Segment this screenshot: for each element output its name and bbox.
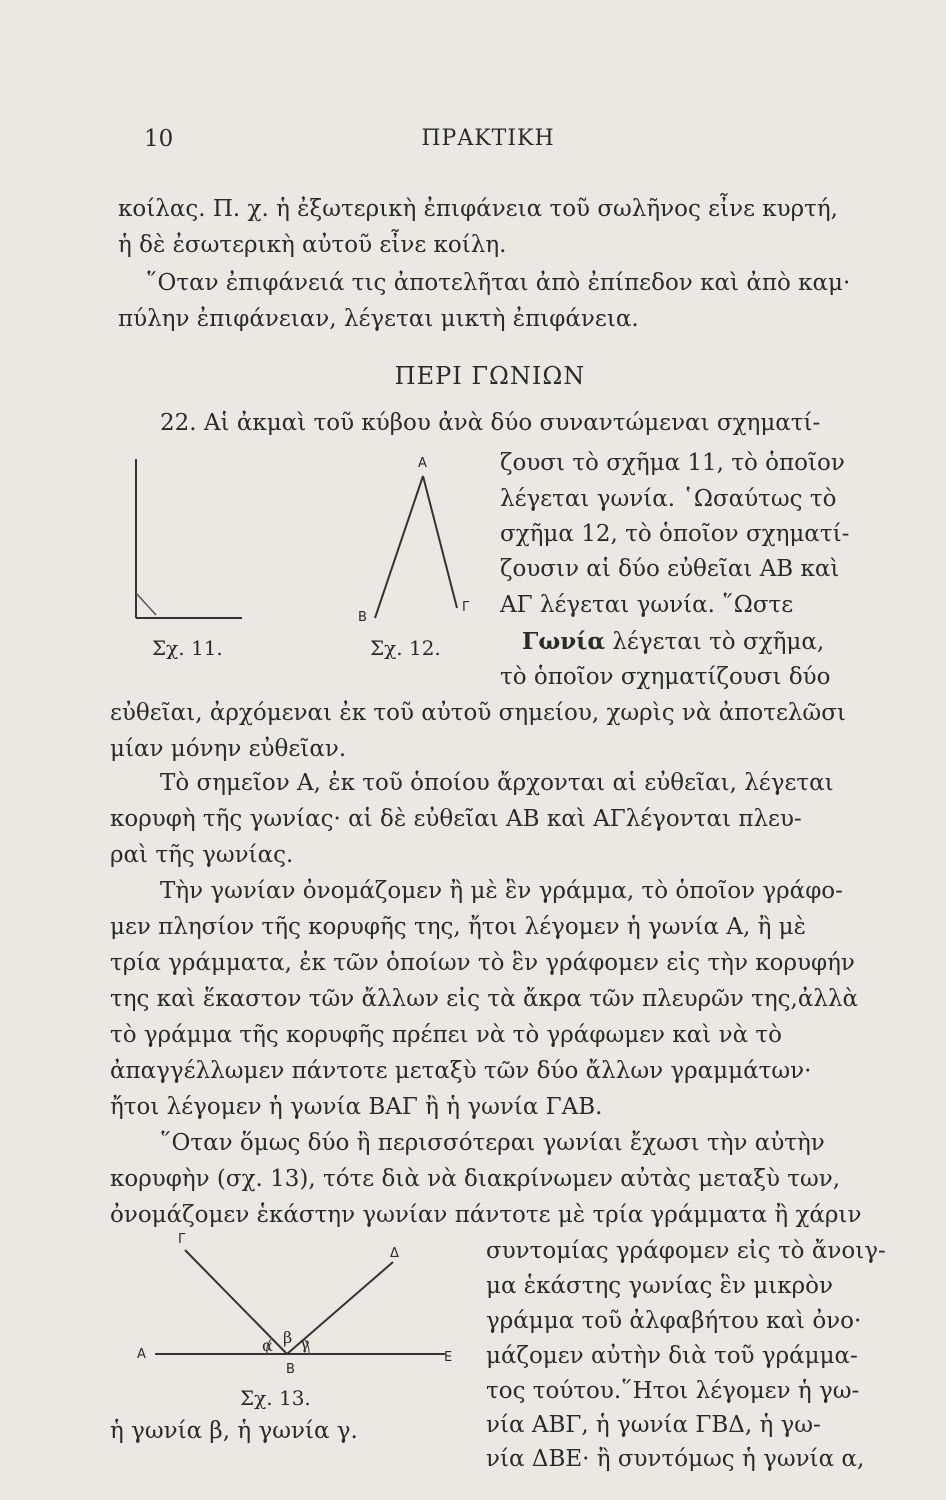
figure-11-angle: [130, 455, 250, 625]
text-line: τὸ γράμμα τῆς κορυφῆς πρέπει νὰ τὸ γράφωμεν καὶ νὰ τὸ: [110, 1022, 782, 1048]
fig13-label-beta: β: [283, 1328, 293, 1347]
text-line: τος τούτου.῞Ητοι λέγομεν ἡ γω-: [486, 1378, 860, 1404]
text-line: κορυφὴ τῆς γωνίας· αἱ δὲ εὐθεῖαι ΑΒ καὶ ΑΓλέγονται πλευ-: [110, 806, 802, 832]
text-line: γράμμα τοῦ ἀλφαβήτου καὶ ὀνο·: [486, 1308, 862, 1334]
text-line: εὐθεῖαι, ἀρχόμεναι ἐκ τοῦ αὐτοῦ σημείου, χωρὶς νὰ ἀποτελῶσι: [110, 700, 846, 726]
text-line: της καὶ ἕκαστον τῶν ἄλλων εἰς τὰ ἄκρα τῶν πλευρῶν της,ἀλλὰ: [110, 986, 859, 1012]
text-line: κορυφὴν (σχ. 13), τότε διὰ νὰ διακρίνωμεν αὐτὰς μεταξὺ των,: [110, 1166, 841, 1192]
text-line: ὀνομάζομεν ἑκάστην γωνίαν πάντοτε μὲ τρία γράμματα ἢ χάριν: [110, 1202, 862, 1228]
text-line: ἤτοι λέγομεν ἡ γωνία ΒΑΓ ἢ ἡ γωνία ΓΑΒ.: [110, 1094, 603, 1120]
fig13-label-G: Γ: [178, 1232, 186, 1247]
text-line: ῞Οταν ἐπιφάνειά τις ἀποτελῆται ἀπὸ ἐπίπεδον καὶ ἀπὸ καμ·: [146, 270, 851, 296]
fig12-label-B: Β: [358, 610, 367, 625]
figure-13-angles: [145, 1232, 465, 1382]
text-line: ῞Οταν ὅμως δύο ἢ περισσότεραι γωνίαι ἔχωσι τὴν αὐτὴν: [160, 1130, 825, 1156]
definition-line: [522, 630, 824, 654]
text-line: ραὶ τῆς γωνίας.: [110, 842, 294, 868]
text-line: ἡ γωνία β, ἡ γωνία γ.: [110, 1418, 358, 1444]
section-title: ΠΕΡΙ ΓΩΝΙΩΝ: [394, 362, 586, 390]
text-line: μεν πλησίον τῆς κορυφῆς της, ἤτοι λέγομεν ἡ γωνία Α, ἢ μὲ: [110, 914, 806, 940]
text-line: ἀπαγγέλλωμεν πάντοτε μεταξὺ τῶν δύο ἄλλων γραμμάτων·: [110, 1058, 812, 1084]
text-line: σχῆμα 12, τὸ ὁποῖον σχηματί-: [500, 521, 850, 547]
fig12-side-AG: [423, 476, 457, 608]
fig12-label-A: Α: [418, 456, 427, 471]
fig12-side-AB: [375, 476, 423, 618]
figure-12-caption: Σχ. 12.: [370, 636, 441, 660]
figure-11-caption: Σχ. 11.: [152, 636, 223, 660]
fig12-label-G: Γ: [462, 600, 470, 615]
definition-text: λέγεται τὸ σχῆμα,: [612, 629, 825, 655]
text-line: κοίλας. Π. χ. ἡ ἐξωτερικὴ ἐπιφάνεια τοῦ σωλῆνος εἶνε κυρτή,: [118, 196, 838, 222]
text-line: νία ΑΒΓ, ἡ γωνία ΓΒΔ, ἡ γω-: [486, 1412, 821, 1438]
fig13-label-D: Δ: [390, 1246, 399, 1261]
text-line: νία ΔΒΕ· ἢ συντόμως ἡ γωνία α,: [486, 1446, 865, 1472]
text-line: ζουσι τὸ σχῆμα 11, τὸ ὁποῖον: [500, 450, 845, 476]
running-head: ΠΡΑΚΤΙΚΗ: [421, 126, 555, 151]
figure-12-angle: [355, 470, 465, 630]
fig13-label-A: Α: [137, 1347, 146, 1362]
text-line: πύλην ἐπιφάνειαν, λέγεται μικτὴ ἐπιφάνεια.: [118, 306, 639, 332]
text-line: μάζομεν αὐτὴν διὰ τοῦ γράμμα-: [486, 1343, 858, 1369]
text-line: λέγεται γωνία. ῾Ωσαύτως τὸ: [500, 486, 837, 512]
text-line: συντομίας γράφομεν εἰς τὸ ἄνοιγ-: [486, 1238, 886, 1264]
fig13-label-gamma: γ: [300, 1334, 310, 1353]
text-line: ΑΓ λέγεται γωνία. ῞Ωστε: [500, 592, 794, 618]
text-line: τὸ ὁποῖον σχηματίζουσι δύο: [500, 664, 831, 690]
text-line: 22. Αἱ ἀκμαὶ τοῦ κύβου ἀνὰ δύο συναντώμεναι σχηματί-: [160, 410, 821, 436]
text-line: Τὴν γωνίαν ὀνομάζομεν ἢ μὲ ἓν γράμμα, τὸ ὁποῖον γράφο-: [160, 878, 843, 904]
text-line: ἡ δὲ ἐσωτερικὴ αὐτοῦ εἶνε κοίλη.: [118, 232, 507, 258]
text-line: ζουσιν αἱ δύο εὐθεῖαι ΑΒ καὶ: [500, 556, 840, 582]
fig13-label-B: Β: [286, 1362, 295, 1377]
definition-term: Γωνία: [522, 628, 606, 655]
page-number: 10: [144, 126, 174, 152]
text-line: μα ἑκάστης γωνίας ἓν μικρὸν: [486, 1273, 833, 1299]
fig11-angle-mark: [136, 593, 156, 615]
fig13-label-E: Ε: [444, 1350, 453, 1365]
text-line: τρία γράμματα, ἐκ τῶν ὁποίων τὸ ἓν γράφομεν εἰς τὴν κορυφήν: [110, 950, 855, 976]
text-line: μίαν μόνην εὐθεῖαν.: [110, 736, 347, 762]
text-line: Τὸ σημεῖον Α, ἐκ τοῦ ὁποίου ἄρχονται αἱ εὐθεῖαι, λέγεται: [160, 770, 834, 796]
fig13-label-alpha: α: [262, 1336, 273, 1355]
figure-13-caption: Σχ. 13.: [240, 1386, 311, 1410]
